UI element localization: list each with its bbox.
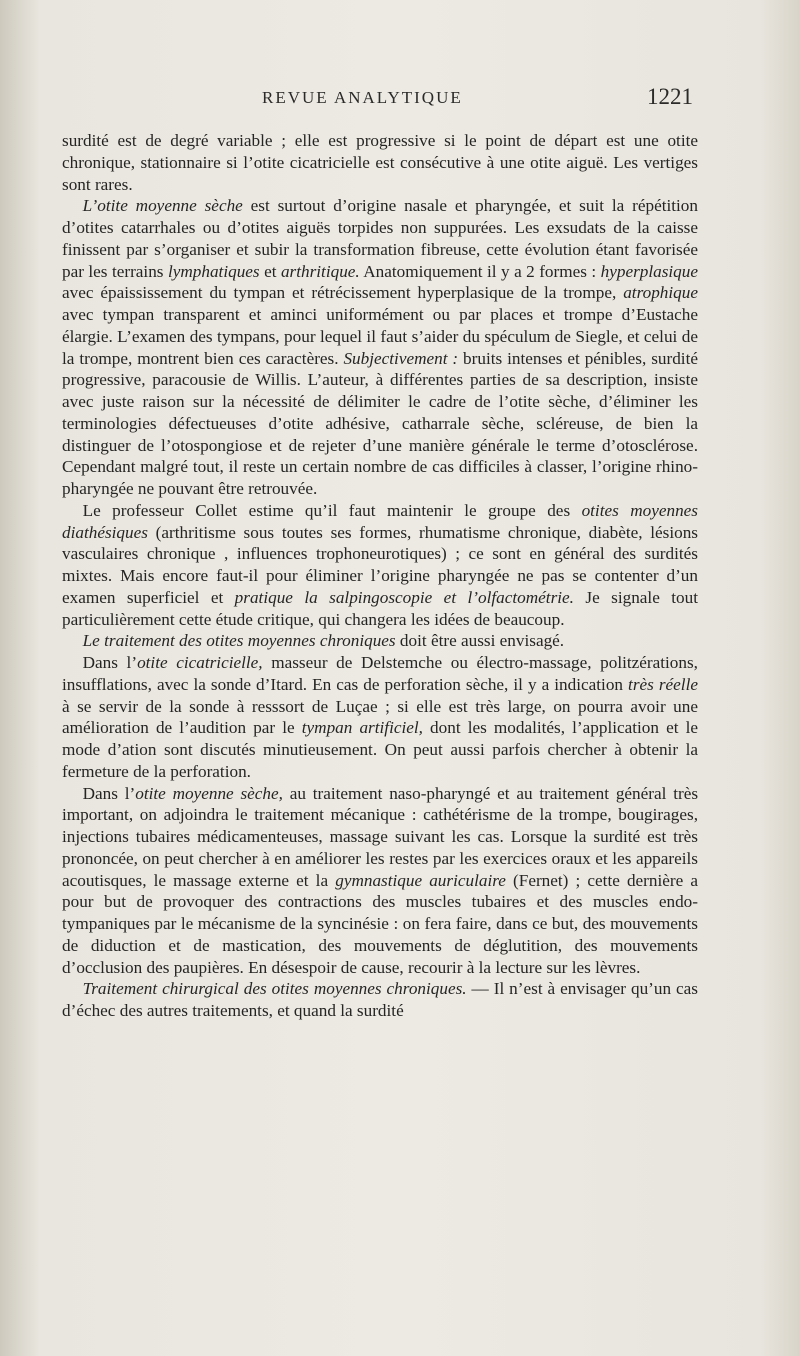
italic-text: gymnastique auriculaire — [335, 870, 506, 890]
paragraph — [62, 195, 698, 500]
text-run: avec épaississement du tympan et rétrécissement hyperplasique de la trompe, — [62, 283, 624, 303]
paragraph — [62, 630, 698, 652]
text-run: Je signale tout particulièrement cette étude critique, qui changera les idées de beaucoup. — [62, 587, 698, 629]
page-header — [0, 86, 800, 116]
italic-text: otite moyenne sèche, — [135, 783, 283, 803]
page-number: 1221 — [647, 84, 693, 109]
text-run: dont les modalités, l’application et le mode d’ation sont discutés minutieusement. On peut aussi parfois chercher à obtenir la fermeture de la perforation. — [62, 718, 698, 781]
text-run: masseur de Delstemche ou électro-massage, politzérations, insufflations, avec la sonde d’Itard. En cas de perforation sèche, il y a indication — [62, 653, 698, 694]
article-body — [62, 130, 698, 1022]
running-title: REVUE ANALYTIQUE — [262, 88, 463, 107]
italic-text: Subjectivement : — [343, 348, 459, 368]
italic-text: otite cicatricielle, — [137, 653, 263, 672]
text-run: et — [259, 261, 281, 281]
text-run: Anatomiquement il y a 2 formes : — [359, 261, 601, 281]
text-run: surdité est de degré variable ; elle est progressive si le point de départ est une otite chronique, stationnaire si l’otite cicatricielle est consécutive à une otite aiguë. Les vertiges sont rares. — [62, 131, 698, 194]
paragraph — [62, 783, 698, 979]
text-run: au traitement naso-pharyngé et au traitement général très important, on adjoindra le traitement mécanique : cathétérisme de la trompe, bougirages, injections tubaires médicamenteuses, massage suivant les cas. Lorsque la surdité est très prononcée, on peut chercher à en améliorer les restes par les exercices oraux et les appareils acoutisques, le massage externe et la — [62, 783, 699, 890]
italic-text: otites moyennes diathésiques — [62, 500, 698, 542]
italic-text: Le traitement des otites moyennes chroniques — [82, 631, 396, 651]
text-run: Dans l’ — [82, 653, 138, 672]
paragraph — [62, 978, 698, 1022]
text-run: — Il n’est à envisager qu’un cas d’échec des autres traitements, et quand la surdité — [62, 979, 698, 1020]
text-run: (arthritisme sous toutes ses formes, rhumatisme chronique, diabète, lésions vasculaires chronique , influences trophoneurotiques) ; ce sont en général des surdités mixtes. Mais encore faut-il pour éliminer l’origine pharyngée ne pas se contenter d’un examen superficiel et — [62, 522, 698, 607]
italic-text: pratique la salpingoscopie et l’olfactométrie. — [234, 587, 574, 607]
italic-text: Traitement chirurgical des otites moyennes chroniques. — [82, 979, 467, 999]
text-run: est surtout d’origine nasale et pharyngée, et suit la répétition d’otites catarrhales ou d’otites aiguës torpides non suppurées. Les exsudats de la caisse finissent par s’organiser et subir la transformation fibreuse, cette évolution étant favorisée par les terrains — [62, 196, 698, 281]
italic-text: L’otite moyenne sèche — [82, 196, 243, 216]
text-run: Le professeur Collet estime qu’il faut maintenir le groupe des — [82, 500, 582, 520]
italic-text: atrophique — [623, 283, 698, 303]
text-run: doit être aussi envisagé. — [395, 631, 565, 651]
text-run: à se servir de la sonde à resssort de Luçae ; si elle est très large, on pourra avoir une amélioration de l’audition par le — [62, 696, 698, 738]
paragraph — [62, 130, 698, 195]
paragraph — [62, 500, 698, 631]
italic-text: tympan artificiel, — [301, 718, 423, 738]
italic-text: hyperplasique — [600, 261, 699, 281]
text-run: avec tympan transparent et aminci uniformément ou par places et trompe d’Eustache élargie. L’examen des tympans, pour lequel il faut s’aider du spéculum de Siegle, et celui de la trompe, montrent bien ces caractères. — [62, 305, 698, 368]
text-run: Dans l’ — [82, 783, 136, 803]
italic-text: très réelle — [628, 674, 698, 694]
text-run: bruits intenses et pénibles, surdité progressive, paracousie de Willis. L’auteur, à différentes parties de sa description, insiste avec juste raison sur la nécessité de délimiter le cadre de l’otite sèche, d’éliminer les terminologies défectueuses d’otite adhésive, catharrale sèche, scléreuse, de bien la distinguer de l’otospongiose et de rejeter d’une manière générale le terme d’otosclérose. Cependant malgré tout, il reste un certain nombre de cas difficiles à classer, l’origine rhino-pharyngée ne pouvant être retrouvée. — [62, 348, 698, 498]
italic-text: lymphatiques — [167, 261, 260, 281]
paragraph — [62, 652, 698, 783]
text-run: (Fernet) ; cette dernière a pour but de provoquer des contractions des muscles tubaires et des muscles endo-tympaniques par le mécanisme de la syncinésie : on fera faire, dans ce but, des mouvements de diduction et de mastication, des mouvements de déglutition, des mouvements d’occlusion des paupières. En désespoir de cause, recourir à la lecture sur les lèvres. — [62, 870, 699, 977]
italic-text: arthritique. — [280, 261, 360, 281]
